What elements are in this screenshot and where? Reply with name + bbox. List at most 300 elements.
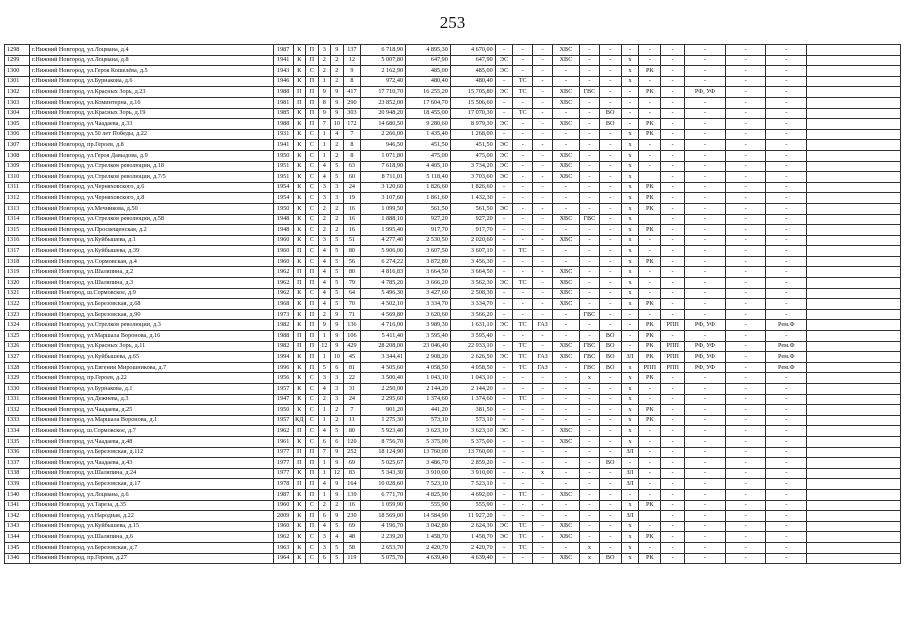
table-cell: - — [685, 521, 726, 532]
table-cell: 1 432,30 — [450, 193, 495, 204]
table-cell: 3 — [318, 373, 331, 384]
table-cell: 9 — [331, 489, 344, 500]
table-cell: ТС — [513, 278, 533, 289]
table-cell: П — [293, 341, 306, 352]
table-cell: 8 711,01 — [361, 172, 406, 183]
table-cell: - — [766, 108, 807, 119]
table-cell — [807, 426, 901, 437]
table-cell: К — [293, 288, 306, 299]
table-cell: С — [306, 150, 319, 161]
table-cell: 4 277,40 — [361, 235, 406, 246]
table-cell: 7 523,10 — [450, 479, 495, 490]
table-row — [5, 172, 901, 183]
table-cell: 2 250,00 — [361, 384, 406, 395]
table-cell: г.Нижний Новгород, ул.Маршала Воронова, д.16 — [30, 331, 274, 342]
table-cell: 9 — [331, 511, 344, 522]
table-cell: - — [495, 97, 513, 108]
table-cell: 13 760,00 — [450, 447, 495, 458]
table-cell: х — [621, 553, 639, 564]
table-cell: 4 — [318, 479, 331, 490]
table-cell: - — [495, 511, 513, 522]
table-row — [5, 553, 901, 564]
table-cell: 1 — [318, 331, 331, 342]
table-cell: ЗЛ — [621, 447, 639, 458]
table-cell: х — [621, 246, 639, 257]
table-cell: П — [293, 458, 306, 469]
table-cell: 1334 — [5, 426, 30, 437]
table-row — [5, 511, 901, 522]
table-cell: - — [599, 150, 621, 161]
table-cell — [807, 172, 901, 183]
table-cell: - — [661, 458, 685, 469]
table-cell: 1327 — [5, 352, 30, 363]
table-cell: 1931 — [273, 129, 293, 140]
table-cell: 475,00 — [406, 150, 451, 161]
table-cell: - — [661, 415, 685, 426]
table-cell: - — [685, 108, 726, 119]
table-cell: - — [495, 256, 513, 267]
table-cell: 1311 — [5, 182, 30, 193]
table-cell: 136 — [343, 320, 361, 331]
table-cell: - — [580, 468, 600, 479]
table-cell: ЭС — [495, 426, 513, 437]
table-cell: 4 — [318, 256, 331, 267]
table-cell: 1962 — [273, 278, 293, 289]
table-cell: 2 295,60 — [361, 394, 406, 405]
table-cell: 1987 — [273, 489, 293, 500]
table-cell — [807, 553, 901, 564]
table-cell: 1328 — [5, 362, 30, 373]
table-cell: 3 666,20 — [406, 278, 451, 289]
table-cell: - — [685, 161, 726, 172]
table-cell: 1318 — [5, 256, 30, 267]
table-cell: х — [621, 384, 639, 395]
table-cell: - — [725, 235, 766, 246]
table-cell: - — [661, 394, 685, 405]
table-row — [5, 373, 901, 384]
table-cell: 647,90 — [450, 55, 495, 66]
table-cell: - — [599, 97, 621, 108]
table-cell: 31 — [343, 384, 361, 395]
table-cell: П — [306, 278, 319, 289]
table-cell: - — [513, 500, 533, 511]
table-cell: П — [306, 479, 319, 490]
table-cell: г.Нижний Новгород, ул.Красных Зорь, д.23 — [30, 87, 274, 98]
table-cell: - — [580, 458, 600, 469]
table-cell: 2 — [331, 415, 344, 426]
table-cell: К — [293, 66, 306, 77]
table-cell: 1961 — [273, 436, 293, 447]
table-cell: К — [293, 352, 306, 363]
table-cell — [807, 256, 901, 267]
table-cell: - — [766, 405, 807, 416]
table-cell: - — [533, 140, 553, 151]
table-cell: 4 816,83 — [361, 267, 406, 278]
table-cell: - — [661, 45, 685, 56]
table-cell: - — [621, 331, 639, 342]
table-cell: РФ, УФ — [685, 341, 726, 352]
table-cell — [807, 129, 901, 140]
table-row — [5, 55, 901, 66]
table-cell: ХВС — [552, 119, 579, 130]
table-cell: П — [306, 309, 319, 320]
table-cell: - — [533, 278, 553, 289]
table-cell: 5 411,40 — [361, 331, 406, 342]
table-cell: х — [621, 55, 639, 66]
table-cell: 7 — [318, 119, 331, 130]
table-row — [5, 415, 901, 426]
table-cell: г.Нижний Новгород, ул.Красных Зорь, д.19 — [30, 108, 274, 119]
table-cell: х — [621, 288, 639, 299]
table-cell: - — [495, 182, 513, 193]
table-cell — [807, 532, 901, 543]
table-cell: г.Нижний Новгород, ул.Стрелков революции, д.7/5 — [30, 172, 274, 183]
table-cell: г.Нижний Новгород, ш.Сормовское, д.9 — [30, 288, 274, 299]
table-cell: К — [293, 489, 306, 500]
table-cell: - — [725, 55, 766, 66]
table-cell: 5 — [331, 299, 344, 310]
table-cell: ЭС — [495, 320, 513, 331]
table-cell: 1941 — [273, 140, 293, 151]
table-cell: ГАЗ — [533, 320, 553, 331]
table-cell: 946,50 — [361, 140, 406, 151]
table-cell: РК — [639, 203, 661, 214]
table-cell: П — [306, 97, 319, 108]
table-cell: 9 — [331, 108, 344, 119]
table-cell: - — [495, 384, 513, 395]
table-cell: - — [725, 331, 766, 342]
table-cell: 2 — [331, 66, 344, 77]
table-cell — [807, 309, 901, 320]
table-cell: - — [580, 405, 600, 416]
table-cell: 2 420,70 — [450, 542, 495, 553]
table-cell: - — [580, 150, 600, 161]
table-cell: С — [306, 182, 319, 193]
table-cell: ЭС — [495, 521, 513, 532]
table-cell: К — [293, 405, 306, 416]
table-cell: - — [599, 500, 621, 511]
table-cell: ВО — [599, 352, 621, 363]
table-cell: - — [766, 373, 807, 384]
table-cell: 1317 — [5, 246, 30, 257]
table-cell: - — [661, 172, 685, 183]
table-cell: 441,20 — [406, 405, 451, 416]
table-cell: г.Нижний Новгород, ул.Березовская, д.68 — [30, 299, 274, 310]
table-cell: С — [306, 436, 319, 447]
table-cell: ВО — [599, 331, 621, 342]
table-cell: 22 — [343, 373, 361, 384]
table-cell: 1950 — [273, 405, 293, 416]
table-cell: 1 — [318, 405, 331, 416]
table-cell: - — [513, 256, 533, 267]
table-cell: 4 639,40 — [450, 553, 495, 564]
table-cell: - — [661, 331, 685, 342]
table-cell: - — [766, 511, 807, 522]
table-cell: - — [661, 373, 685, 384]
table-cell: - — [661, 97, 685, 108]
table-cell: - — [533, 129, 553, 140]
table-cell: - — [766, 458, 807, 469]
table-cell: 1988 — [273, 331, 293, 342]
table-cell: - — [725, 479, 766, 490]
table-cell: К — [293, 384, 306, 395]
table-cell: 5 496,30 — [361, 288, 406, 299]
table-cell: К — [293, 119, 306, 130]
table-cell: - — [552, 140, 579, 151]
table-cell — [807, 225, 901, 236]
table-cell — [807, 150, 901, 161]
table-cell: 3 — [331, 182, 344, 193]
table-cell — [807, 542, 901, 553]
table-cell — [807, 267, 901, 278]
table-cell: - — [513, 553, 533, 564]
table-cell: 45 — [343, 352, 361, 363]
table-cell: 3 989,30 — [406, 320, 451, 331]
table-cell — [807, 352, 901, 363]
table-cell: ХВС — [552, 97, 579, 108]
table-cell: - — [725, 97, 766, 108]
table-cell: - — [685, 500, 726, 511]
table-cell: - — [533, 182, 553, 193]
table-cell: ТС — [513, 521, 533, 532]
table-cell: 451,50 — [406, 140, 451, 151]
table-cell: 290 — [343, 97, 361, 108]
table-cell: П — [306, 341, 319, 352]
table-row — [5, 352, 901, 363]
table-cell: ТС — [513, 76, 533, 87]
table-cell: С — [306, 553, 319, 564]
table-cell: - — [766, 76, 807, 87]
table-cell: 5 — [331, 521, 344, 532]
table-cell: 1299 — [5, 55, 30, 66]
table-cell: - — [661, 182, 685, 193]
table-cell: 6 274,22 — [361, 256, 406, 267]
table-cell: - — [599, 415, 621, 426]
table-cell: - — [552, 256, 579, 267]
table-cell: К — [293, 299, 306, 310]
table-cell: - — [639, 267, 661, 278]
table-cell: 51 — [343, 235, 361, 246]
table-cell: - — [533, 150, 553, 161]
table-cell: К — [293, 193, 306, 204]
table-cell: 3 — [318, 182, 331, 193]
table-cell: 561,50 — [450, 203, 495, 214]
table-cell: 1 — [318, 150, 331, 161]
table-cell: - — [725, 405, 766, 416]
table-cell: ЭС — [495, 172, 513, 183]
table-cell: 1 — [318, 140, 331, 151]
table-cell: 1957 — [273, 384, 293, 395]
table-cell: - — [685, 384, 726, 395]
table-cell: 1307 — [5, 140, 30, 151]
table-cell — [807, 405, 901, 416]
table-cell: - — [495, 129, 513, 140]
table-cell: - — [513, 299, 533, 310]
table-cell: - — [513, 426, 533, 437]
table-cell: ЭС — [495, 161, 513, 172]
table-cell: 3 623,10 — [450, 426, 495, 437]
table-cell: РК — [639, 553, 661, 564]
table-cell: 2 — [318, 309, 331, 320]
table-row — [5, 489, 901, 500]
table-cell: 3 120,60 — [361, 182, 406, 193]
table-cell: 555,90 — [406, 500, 451, 511]
table-cell: С — [306, 235, 319, 246]
table-cell: ЭС — [495, 140, 513, 151]
table-cell: 1964 — [273, 553, 293, 564]
table-cell: г.Нижний Новгород, ул.Куйбышева, д.65 — [30, 352, 274, 363]
table-cell: - — [725, 384, 766, 395]
table-cell: - — [685, 129, 726, 140]
table-cell: РФ, УФ — [685, 362, 726, 373]
table-cell: 1 275,30 — [361, 415, 406, 426]
table-cell: - — [495, 447, 513, 458]
table-cell: - — [725, 458, 766, 469]
table-row — [5, 500, 901, 511]
table-cell: 1988 — [273, 87, 293, 98]
table-cell: ЭС — [495, 66, 513, 77]
table-cell: - — [661, 542, 685, 553]
table-cell: ТС — [513, 394, 533, 405]
table-cell: 3 344,41 — [361, 352, 406, 363]
table-cell: - — [725, 352, 766, 363]
table-cell: - — [766, 288, 807, 299]
table-cell: - — [513, 405, 533, 416]
table-cell: 2 020,60 — [450, 235, 495, 246]
table-cell: П — [293, 479, 306, 490]
table-cell: - — [685, 447, 726, 458]
table-cell: - — [513, 129, 533, 140]
table-cell: - — [725, 415, 766, 426]
table-cell: 5 375,00 — [406, 436, 451, 447]
table-cell: С — [306, 140, 319, 151]
table-cell — [807, 511, 901, 522]
table-row — [5, 299, 901, 310]
table-cell: - — [725, 150, 766, 161]
table-row — [5, 426, 901, 437]
table-cell: х — [580, 373, 600, 384]
table-cell: 172 — [343, 119, 361, 130]
table-row — [5, 161, 901, 172]
table-row — [5, 235, 901, 246]
table-cell: 4 716,00 — [361, 320, 406, 331]
table-cell: - — [513, 66, 533, 77]
table-cell: - — [495, 458, 513, 469]
table-cell: 1 268,00 — [450, 129, 495, 140]
table-cell: г.Нижний Новгород, ул.Бурнакова, д.6 — [30, 76, 274, 87]
table-cell: - — [766, 384, 807, 395]
table-cell: П — [306, 45, 319, 56]
table-cell: - — [599, 76, 621, 87]
table-cell: - — [685, 436, 726, 447]
table-cell: - — [661, 479, 685, 490]
table-row — [5, 468, 901, 479]
table-cell: - — [685, 542, 726, 553]
table-cell: - — [580, 140, 600, 151]
table-cell: К — [293, 532, 306, 543]
table-row — [5, 405, 901, 416]
table-cell: 1960 — [273, 246, 293, 257]
table-cell: 2 — [318, 214, 331, 225]
table-cell: 1336 — [5, 447, 30, 458]
table-cell — [807, 119, 901, 130]
table-cell: 14 680,50 — [361, 119, 406, 130]
table-cell: г.Нижний Новгород, ул.Куйбышева, д.15 — [30, 521, 274, 532]
table-cell: - — [599, 542, 621, 553]
table-cell: г.Нижний Новгород, ул.Просвещенская, д.2 — [30, 225, 274, 236]
table-cell: - — [725, 521, 766, 532]
table-cell: х — [621, 426, 639, 437]
table-cell: 9 — [331, 97, 344, 108]
table-cell: - — [661, 489, 685, 500]
table-cell: - — [513, 309, 533, 320]
table-row — [5, 341, 901, 352]
table-row — [5, 447, 901, 458]
table-cell: - — [725, 76, 766, 87]
table-cell: х — [621, 225, 639, 236]
table-cell: ВО — [599, 341, 621, 352]
table-cell — [807, 341, 901, 352]
table-cell: 12 — [343, 55, 361, 66]
table-cell: 70 — [343, 299, 361, 310]
table-cell: П — [293, 331, 306, 342]
table-cell: 63 — [343, 161, 361, 172]
table-cell: - — [639, 235, 661, 246]
table-cell: - — [552, 415, 579, 426]
table-cell: - — [661, 129, 685, 140]
table-cell: г.Нижний Новгород, ул.Дежнева, д.3 — [30, 394, 274, 405]
table-cell: 4 505,60 — [361, 362, 406, 373]
table-cell: ЭС — [495, 278, 513, 289]
table-cell — [807, 182, 901, 193]
table-cell: 83 — [343, 468, 361, 479]
table-cell: - — [599, 426, 621, 437]
table-row — [5, 45, 901, 56]
table-cell: - — [685, 426, 726, 437]
table-cell: 5 — [331, 235, 344, 246]
table-cell: - — [513, 150, 533, 161]
table-cell: 4 569,80 — [361, 309, 406, 320]
table-cell: - — [766, 193, 807, 204]
table-cell: РК — [639, 182, 661, 193]
table-cell: - — [599, 246, 621, 257]
table-cell: г.Нижний Новгород, ул.Тареза, д.35 — [30, 500, 274, 511]
table-cell: 1978 — [273, 479, 293, 490]
table-cell: П — [306, 468, 319, 479]
table-cell: - — [725, 447, 766, 458]
table-cell: 3 734,20 — [450, 161, 495, 172]
table-cell: - — [599, 511, 621, 522]
table-cell: 3 607,10 — [450, 246, 495, 257]
table-cell: П — [293, 246, 306, 257]
table-cell: - — [580, 108, 600, 119]
table-cell: П — [306, 331, 319, 342]
table-cell: х — [621, 76, 639, 87]
table-cell: 1950 — [273, 203, 293, 214]
table-cell: - — [766, 426, 807, 437]
table-cell: 80 — [343, 267, 361, 278]
table-cell: ТС — [513, 246, 533, 257]
table-cell: - — [661, 309, 685, 320]
table-cell: - — [661, 119, 685, 130]
table-cell: 7 618,90 — [361, 161, 406, 172]
table-cell: 7 523,10 — [406, 479, 451, 490]
table-cell: Рем.Ф — [766, 352, 807, 363]
table-cell: - — [766, 161, 807, 172]
table-cell: - — [599, 479, 621, 490]
table-cell: - — [639, 161, 661, 172]
table-cell: 17 070,30 — [450, 108, 495, 119]
